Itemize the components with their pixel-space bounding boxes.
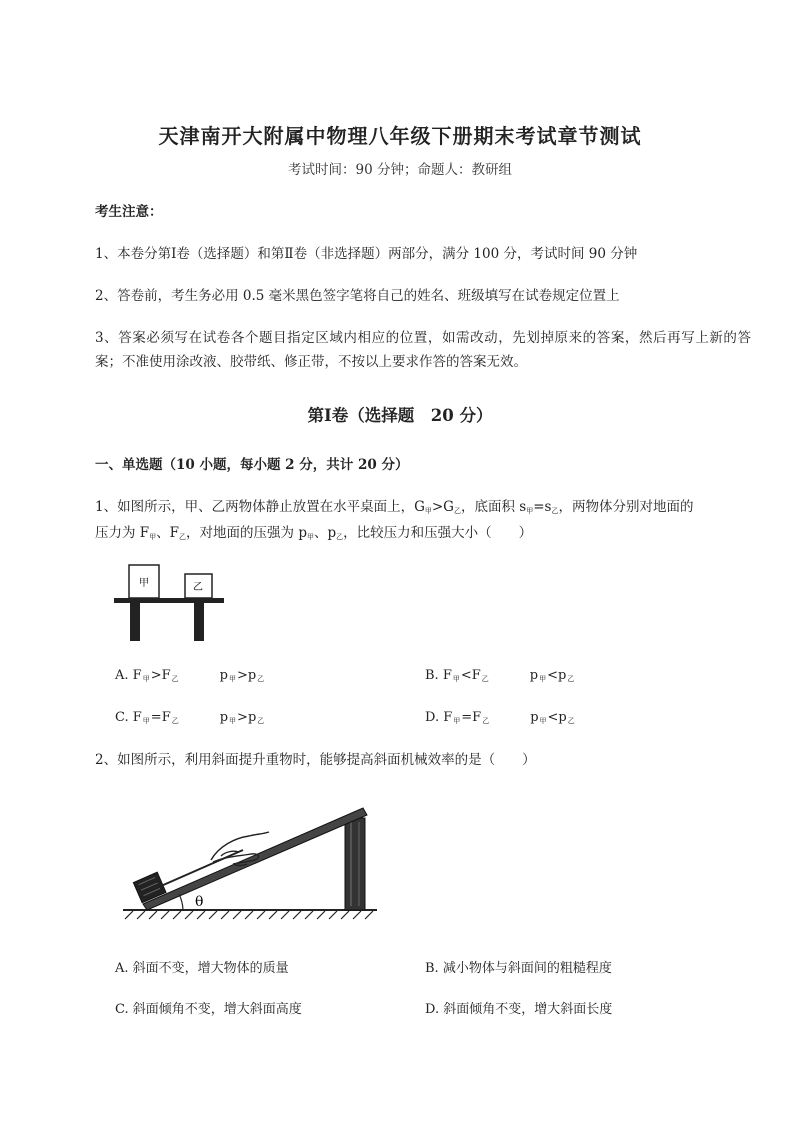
- angle-label: θ: [195, 894, 204, 910]
- ground-hatching: [125, 911, 373, 919]
- q1-option-c[interactable]: C. $F_甲=F_乙$ $p_甲>p_乙$: [115, 710, 265, 725]
- notice-item-3: 3、答案必须写在试卷各个题目指定区域内相应的位置，如需改动，先划掉原来的答案，然后再写上新的答案；不准使用涂改液、胶带纸、修正带，不按以上要求作答的答案无效。: [95, 330, 751, 370]
- q1-option-b[interactable]: B. $F_甲<F_乙$ $p_甲<p_乙$: [425, 668, 575, 683]
- table-leg-left: [130, 603, 140, 641]
- q1-stem-line1: 1、如图所示，甲、乙两物体静止放置在水平桌面上，$G_甲>G_乙$，底面积 $s_甲=s_乙$，两物体分别对地面的: [95, 499, 694, 515]
- q1-option-a[interactable]: A. $F_甲>F_乙$ $p_甲>p_乙$: [115, 668, 265, 683]
- page-subtitle: 考试时间：90 分钟；命题人：教研组: [288, 162, 512, 178]
- table-leg-right: [194, 603, 204, 641]
- section-title: 第Ⅰ卷（选择题 20 分）: [307, 406, 493, 425]
- q1-option-d[interactable]: D. $F_甲=F_乙$ $p_甲<p_乙$: [425, 710, 575, 725]
- incline-board: [143, 808, 367, 910]
- q1-table-figure: [110, 562, 230, 647]
- part-heading: 一、单选题（10 小题，每小题 2 分，共计 20 分）: [95, 457, 409, 473]
- support-pillar: [345, 818, 365, 910]
- q2-option-d[interactable]: D. 斜面倾角不变，增大斜面长度: [425, 1002, 613, 1017]
- angle-arc: [179, 894, 183, 910]
- notice-item-1: 1、本卷分第Ⅰ卷（选择题）和第Ⅱ卷（非选择题）两部分，满分 100 分，考试时间 90 分钟: [95, 246, 638, 262]
- q2-option-b[interactable]: B. 减小物体与斜面间的粗糙程度: [425, 961, 612, 976]
- q2-option-a[interactable]: A. 斜面不变，增大物体的质量: [115, 961, 289, 976]
- box-jia-label: 甲: [139, 578, 149, 589]
- q1-stem-line2: 压力为 $F_甲$、$F_乙$，对地面的压强为 $p_甲$、$p_乙$，比较压力和压强大小（ ）: [95, 525, 533, 541]
- notice-heading: 考生注意：: [95, 204, 163, 220]
- page-title: 天津南开大附属中物理八年级下册期末考试章节测试: [158, 124, 642, 148]
- notice-item-2: 2、答卷前，考生务必用 0.5 毫米黑色签字笔将自己的姓名、班级填写在试卷规定位置上: [95, 288, 620, 304]
- box-yi-label: 乙: [193, 582, 203, 593]
- table-top: [114, 598, 224, 603]
- q2-stem: 2、如图所示，利用斜面提升重物时，能够提高斜面机械效率的是（ ）: [95, 752, 536, 768]
- q2-incline-figure: [115, 798, 380, 926]
- q2-option-c[interactable]: C. 斜面倾角不变，增大斜面高度: [115, 1002, 302, 1017]
